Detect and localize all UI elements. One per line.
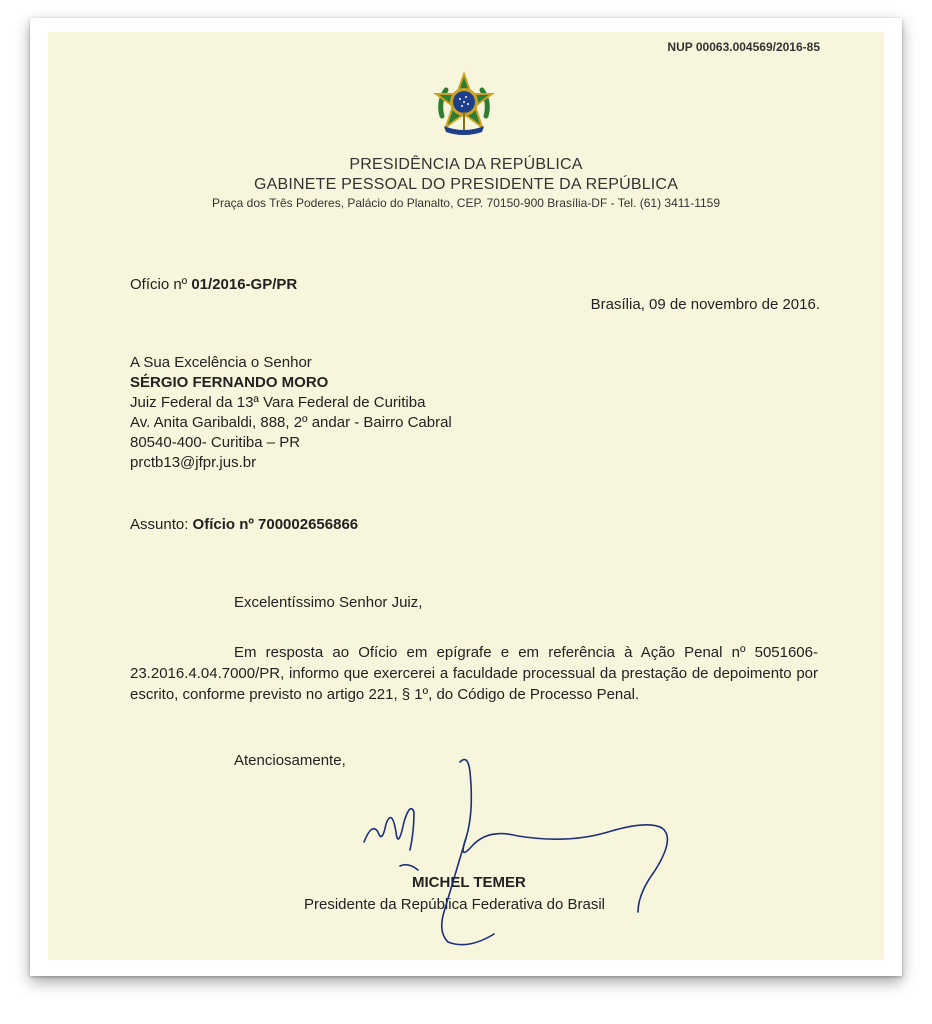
signatory-title: Presidente da República Federativa do Brasil xyxy=(304,896,606,913)
recipient-city: 80540-400- Curitiba – PR xyxy=(130,434,301,451)
subject-label: Assunto: xyxy=(130,516,189,533)
header-cabinet: GABINETE PESSOAL DO PRESIDENTE DA REPÚBLICA xyxy=(253,176,679,193)
subject-line xyxy=(130,516,358,533)
nup-number: NUP 00063.004569/2016-85 xyxy=(667,40,820,54)
body-paragraph xyxy=(130,642,818,705)
recipient-title: Juiz Federal da 13ª Vara Federal de Curitiba xyxy=(130,394,426,411)
recipient-email: prctb13@jfpr.jus.br xyxy=(130,454,257,471)
signatory-name: MICHEL TEMER xyxy=(412,874,526,891)
closing: Atenciosamente, xyxy=(234,752,346,769)
recipient-name: SÉRGIO FERNANDO MORO xyxy=(130,374,329,391)
letter-page xyxy=(48,32,884,960)
place-date: Brasília, 09 de novembro de 2016. xyxy=(590,296,820,313)
body-paragraph-text: Em resposta ao Ofício em epígrafe e em referência à Ação Penal nº 5051606-23.2016.4.04.7000/PR, informo que exercerei a faculdade processual da prestação de depoimento por escrito, conforme previsto no artigo 221, § 1º, do Código de Processo Penal. xyxy=(130,644,818,703)
header-address: Praça dos Três Poderes, Palácio do Planalto, CEP. 70150-900 Brasília-DF - Tel. (61) 3411-1159 xyxy=(211,196,721,210)
subject-value: Ofício nº 700002656866 xyxy=(192,516,359,533)
recipient-salutation: A Sua Excelência o Senhor xyxy=(130,354,312,371)
oficio-number: 01/2016-GP/PR xyxy=(191,276,298,293)
greeting: Excelentíssimo Senhor Juiz, xyxy=(234,594,423,611)
national-seal-icon xyxy=(432,72,496,136)
recipient-address: Av. Anita Garibaldi, 888, 2º andar - Bairro Cabral xyxy=(130,414,452,431)
oficio-line xyxy=(130,276,297,293)
oficio-label: Ofício nº xyxy=(130,276,188,293)
document-frame xyxy=(30,18,902,976)
header-presidency: PRESIDÊNCIA DA REPÚBLICA xyxy=(349,156,583,173)
